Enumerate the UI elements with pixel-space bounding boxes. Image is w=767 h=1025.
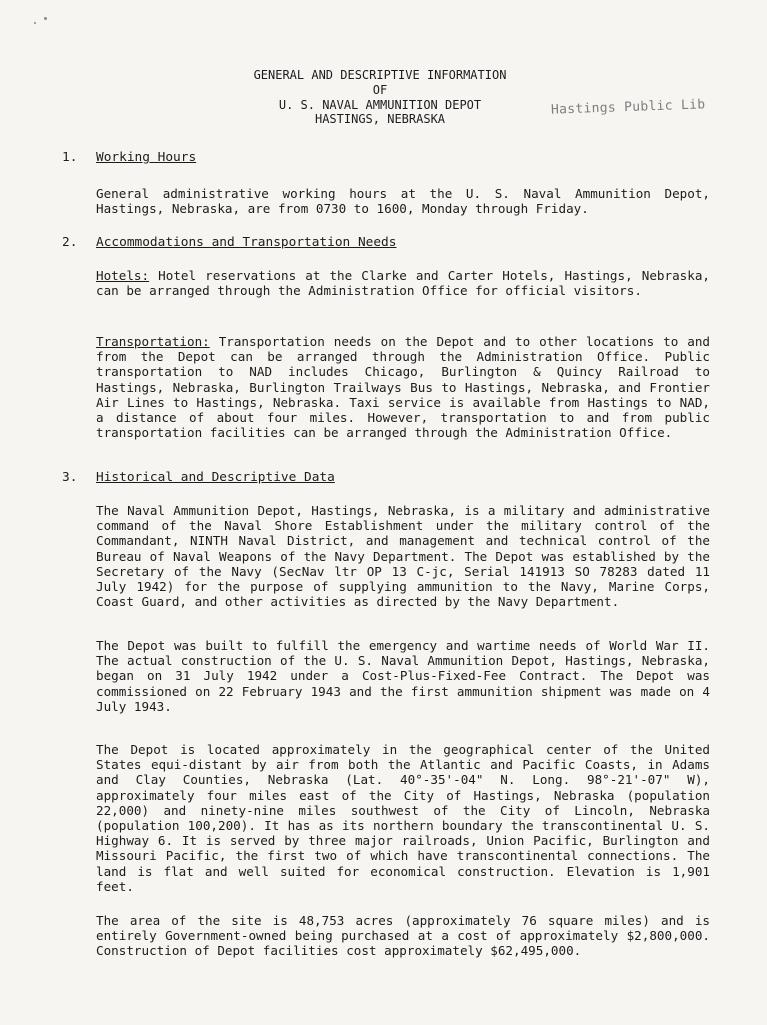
scan-speck bbox=[44, 17, 47, 20]
history-paragraph-2 bbox=[60, 638, 710, 714]
working-hours-paragraph: General administrative working hours at the U. S. Naval Ammunition Depot, Hastings, Nebraska, are from 0730 to 1600, Monday through Friday. bbox=[96, 186, 710, 217]
section-title: Historical and Descriptive Data bbox=[96, 470, 335, 485]
section-number: 2. bbox=[62, 235, 78, 250]
transportation-text: Transportation needs on the Depot and to other locations to and from the Depot can be arranged through the Administration Office. Public transportation to NAD includes Chicago, Burlington & Quincy Railroad to Hastings, Nebraska, Burlington Trailways Bus to Hastings, Nebraska, and Frontier Air Lines to Hastings, Nebraska. Taxi service is available from Hastings to NAD, a distance of about four miles. However, transportation to and from public transportation facilities can be arranged through the Administration Office. bbox=[96, 334, 710, 441]
section-2-heading bbox=[62, 235, 396, 250]
area-paragraph bbox=[60, 913, 710, 959]
paragraph-text: The area of the site is 48,753 acres (approximately 76 square miles) and is entirely Government-owned being purchased at a cost of approximately $2,800,000. Construction of Depot facilities cost approximately $62,495,000. bbox=[96, 913, 710, 959]
paragraph-text: The Depot is located approximately in the geographical center of the United States equi-distant by air from both the Atlantic and Pacific Coasts, in Adams and Clay Counties, Nebraska (Lat. 40°-35'-04" N. Long. 98°-21'-07" W), approximately four miles east of the City of Hastings, Nebraska (population 22,000) and ninety-nine miles southwest of the City of Lincoln, Nebraska (population 100,200). It has as its northern boundary the transcontinental U. S. Highway 6. It is served by three major railroads, Union Pacific, Burlington and Missouri Pacific, the first two of which have transcontinental connections. The land is flat and well suited for economical construction. Elevation is 1,901 feet. bbox=[96, 742, 710, 894]
history-paragraph-1 bbox=[60, 503, 710, 609]
section-number: 3. bbox=[62, 470, 78, 485]
section-title: Working Hours bbox=[96, 150, 197, 165]
document-header bbox=[200, 68, 560, 127]
section-title: Accommodations and Transportation Needs bbox=[96, 235, 397, 250]
paragraph-text: The Depot was built to fulfill the emergency and wartime needs of World War II. The actual construction of the U. S. Naval Ammunition Depot, Hastings, Nebraska, began on 31 July 1942 under a Cost-Plus-Fixed-Fee Contract. The Depot was commissioned on 22 February 1943 and the first ammunition shipment was made on 4 July 1943. bbox=[96, 638, 710, 714]
header-of: OF bbox=[372, 82, 388, 97]
location-paragraph bbox=[60, 742, 710, 894]
header-depot: U. S. NAVAL AMMUNITION DEPOT bbox=[278, 97, 482, 112]
transportation-paragraph bbox=[60, 334, 710, 440]
header-location: HASTINGS, NEBRASKA bbox=[314, 112, 446, 127]
section-number: 1. bbox=[62, 150, 78, 165]
scan-speck bbox=[34, 22, 36, 24]
hotels-paragraph bbox=[60, 268, 710, 298]
transportation-label: Transportation: bbox=[96, 334, 210, 349]
section-1-heading bbox=[62, 150, 196, 165]
section-1-body bbox=[60, 186, 710, 216]
library-stamp: Hastings Public Lib bbox=[550, 97, 706, 118]
paragraph-text: The Naval Ammunition Depot, Hastings, Nebraska, is a military and administrative command of the Naval Shore Establishment under the military control of the Commandant, NINTH Naval District, and management and technical control of the Bureau of Naval Weapons of the Navy Department. The Depot was established by the Secretary of the Navy (SecNav ltr OP 13 C-jc, Serial 141913 SO 78283 dated 11 July 1942) for the purpose of supplying ammunition to the Navy, Marine Corps, Coast Guard, and other activities as directed by the Navy Department. bbox=[96, 503, 710, 610]
hotels-label: Hotels: bbox=[96, 268, 150, 283]
section-3-heading bbox=[62, 470, 335, 485]
hotels-text: Hotel reservations at the Clarke and Carter Hotels, Hastings, Nebraska, can be arranged through the Administration Office for official visitors. bbox=[96, 268, 710, 299]
header-title: GENERAL AND DESCRIPTIVE INFORMATION bbox=[253, 68, 507, 82]
